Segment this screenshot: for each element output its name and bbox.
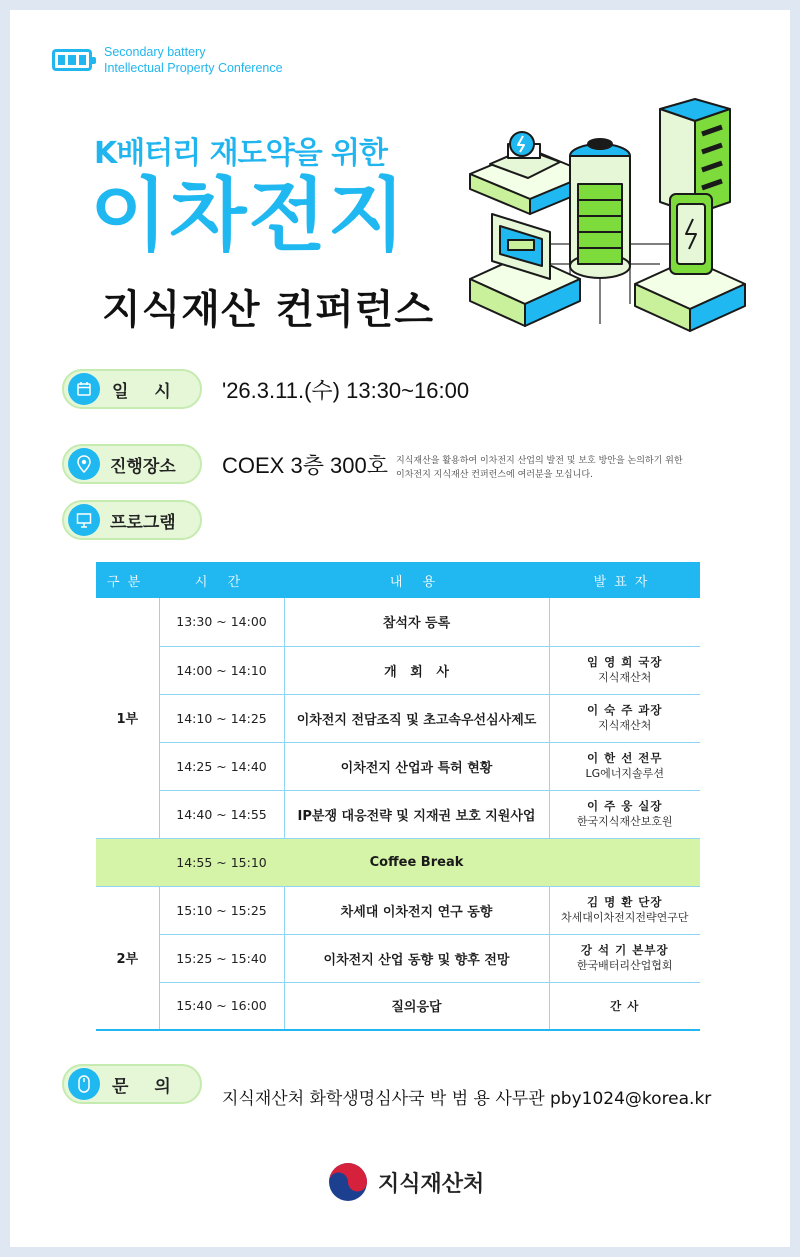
row-content: 질의응답 bbox=[284, 982, 549, 1030]
program-pill bbox=[62, 500, 202, 540]
date-pill bbox=[62, 369, 202, 409]
row-speaker bbox=[549, 886, 700, 934]
speaker-name: 이 숙 주 과장 bbox=[586, 703, 663, 717]
brand bbox=[52, 44, 283, 76]
table-row bbox=[96, 886, 700, 934]
row-time: 13:30 ~ 14:00 bbox=[159, 598, 284, 646]
speaker-org: 한국배터리산업협회 bbox=[576, 959, 673, 972]
row-time: 15:40 ~ 16:00 bbox=[159, 982, 284, 1030]
row-speaker bbox=[549, 742, 700, 790]
program-table bbox=[96, 562, 700, 1031]
speaker-org: 한국지식재산보호원 bbox=[576, 815, 673, 828]
table-row bbox=[96, 598, 700, 646]
title-sub: 지식재산 컨퍼런스 bbox=[102, 287, 435, 333]
brand-line-1: Secondary battery bbox=[104, 45, 206, 59]
header-part: 구분 bbox=[96, 562, 159, 598]
row-content: 차세대 이차전지 연구 동향 bbox=[284, 886, 549, 934]
venue-value: COEX 3층 300호 bbox=[222, 453, 389, 478]
break-part-cell bbox=[96, 838, 159, 886]
presentation-icon bbox=[68, 504, 100, 536]
table-row bbox=[96, 742, 700, 790]
venue-note-line-2: 이차전지 지식재산 컨퍼런스에 여러분을 모십니다. bbox=[396, 470, 593, 480]
row-content: IP분쟁 대응전략 및 지재권 보호 지원사업 bbox=[284, 790, 549, 838]
row-time: 15:25 ~ 15:40 bbox=[159, 934, 284, 982]
table-header-row bbox=[96, 562, 700, 598]
speaker-org: 지식재산처 bbox=[598, 719, 652, 732]
header-content: 내 용 bbox=[284, 562, 549, 598]
row-speaker bbox=[549, 790, 700, 838]
row-speaker bbox=[549, 934, 700, 982]
venue-pill bbox=[62, 444, 202, 484]
speaker-org: 지식재산처 bbox=[598, 671, 652, 684]
row-content: 이차전지 전담조직 및 초고속우선심사제도 bbox=[284, 694, 549, 742]
title-main: 이차전지 bbox=[90, 169, 408, 262]
break-speaker-cell bbox=[549, 838, 700, 886]
header-time: 시 간 bbox=[159, 562, 284, 598]
table-row bbox=[96, 646, 700, 694]
row-time: 14:55 ~ 15:10 bbox=[159, 838, 284, 886]
speaker-name: 이 한 선 전무 bbox=[586, 751, 663, 765]
speaker-name: 이 주 웅 실장 bbox=[586, 799, 663, 813]
row-content: 참석자 등록 bbox=[284, 598, 549, 646]
part-label: 2부 bbox=[96, 886, 159, 1030]
poster bbox=[10, 10, 790, 1247]
calendar-icon bbox=[68, 373, 100, 405]
speaker-name: 강 석 기 본부장 bbox=[580, 943, 669, 957]
speaker-org: 차세대이차전지전략연구단 bbox=[560, 911, 689, 924]
table-row bbox=[96, 982, 700, 1030]
venue-label: 진행장소 bbox=[110, 456, 176, 477]
date-label: 일시 bbox=[112, 381, 197, 402]
venue-note bbox=[396, 454, 683, 482]
title-subline: K배터리 재도약을 위한 bbox=[94, 136, 387, 171]
location-pin-icon bbox=[68, 448, 100, 480]
row-time: 14:25 ~ 14:40 bbox=[159, 742, 284, 790]
row-speaker bbox=[549, 694, 700, 742]
mouse-icon bbox=[68, 1068, 100, 1100]
header-speaker: 발표자 bbox=[549, 562, 700, 598]
battery-illustration-icon bbox=[450, 94, 750, 354]
row-time: 14:10 ~ 14:25 bbox=[159, 694, 284, 742]
row-speaker bbox=[549, 982, 700, 1030]
taegeuk-logo-icon bbox=[328, 1162, 368, 1202]
speaker-name: 임 영 희 국장 bbox=[586, 655, 663, 669]
row-time: 14:00 ~ 14:10 bbox=[159, 646, 284, 694]
table-row bbox=[96, 934, 700, 982]
footer-org-name: 지식재산처 bbox=[378, 1171, 485, 1197]
table-row bbox=[96, 694, 700, 742]
venue-note-line-1: 지식재산을 활용하여 이차전지 산업의 발전 및 보호 방안을 논의하기 위한 bbox=[396, 456, 683, 466]
contact-label: 문의 bbox=[112, 1076, 197, 1097]
program-label: 프로그램 bbox=[110, 512, 176, 533]
speaker-name: 김 명 환 단장 bbox=[586, 895, 663, 909]
speaker-org: LG에너지솔루션 bbox=[585, 767, 664, 780]
brand-line-2: Intellectual Property Conference bbox=[104, 61, 283, 75]
row-content: 개 회 사 bbox=[284, 646, 549, 694]
coffee-break-row bbox=[96, 838, 700, 886]
footer-logo bbox=[328, 1162, 484, 1202]
row-speaker bbox=[549, 598, 700, 646]
row-time: 15:10 ~ 15:25 bbox=[159, 886, 284, 934]
battery-icon bbox=[52, 49, 92, 71]
row-content: Coffee Break bbox=[284, 838, 549, 886]
part-label: 1부 bbox=[96, 598, 159, 838]
row-time: 14:40 ~ 14:55 bbox=[159, 790, 284, 838]
row-speaker bbox=[549, 646, 700, 694]
row-content: 이차전지 산업 동향 및 향후 전망 bbox=[284, 934, 549, 982]
speaker-name: 간 사 bbox=[610, 998, 640, 1013]
row-content: 이차전지 산업과 특허 현황 bbox=[284, 742, 549, 790]
contact-value: 지식재산처 화학생명심사국 박 범 용 사무관 pby1024@korea.kr bbox=[222, 1089, 712, 1109]
table-row bbox=[96, 790, 700, 838]
date-value: '26.3.11.(수) 13:30~16:00 bbox=[222, 378, 470, 403]
brand-text bbox=[104, 44, 283, 76]
contact-pill bbox=[62, 1064, 202, 1104]
